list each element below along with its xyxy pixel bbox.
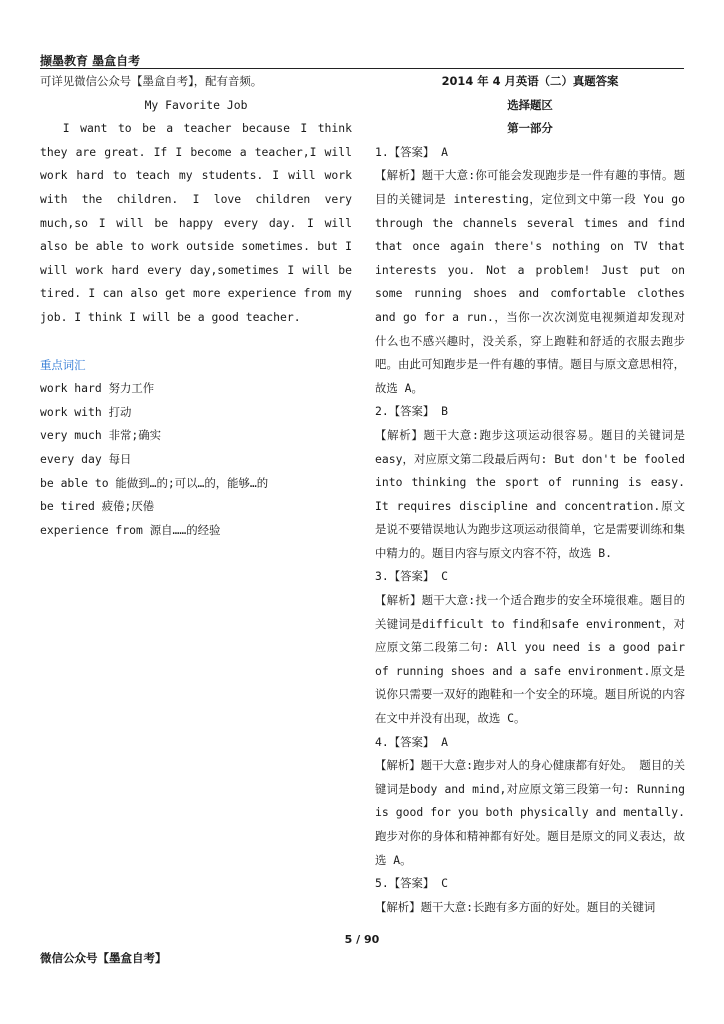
section-heading: 选择题区: [507, 97, 553, 112]
answer-line: 1.【答案】 A: [375, 144, 448, 159]
analysis-paragraph: 【解析】题干大意:你可能会发现跑步是一件有趣的事情。题目的关键词是 interesting，定位到文中第一段 You go through the channels several times and find that once again there's nothing on TV that interests you. Not a problem! Just put on some running shoes and comfortable clothes and go for a run.，当你一次次浏览电视频道却发现对什么也不感兴趣时，没关系，穿上跑鞋和舒适的衣服去跑步吧。由此可知跑步是一件有趣的事情。题目与原文意思相符，故选 A。: [375, 168, 685, 395]
answer-line: 2.【答案】 B: [375, 404, 448, 419]
essay-paragraph: I want to be a teacher because I think they are great. If I become a teacher,I will work hard to teach my students. I will work with the children. I love children very much,so I will be happy every day. I will also be able to work outside sometimes. but I will work hard every day,sometimes I will be tired. I can also get more experience from my job. I think I will be a good teacher.: [40, 121, 352, 324]
analysis-paragraph: 【解析】题干大意:找一个适合跑步的安全环境很难。题目的关键词是difficult to find和safe environment，对应原文第二段第二句: All you need is a good pair of running shoes and a safe environment.原文是说你只需要一双好的跑鞋和一个安全的环境。题目所说的内容在文中并没有出现，故选 C。: [375, 593, 685, 726]
vocab-item: work hard 努力工作: [40, 381, 155, 396]
essay-title: My Favorite Job: [144, 97, 248, 112]
header-title: 撷墨教育 墨盒自考: [40, 54, 141, 68]
answer-line: 3.【答案】 C: [375, 569, 448, 584]
page-number: 5 / 90: [344, 933, 380, 946]
analysis-paragraph: 【解析】题干大意:长跑有多方面的好处。题目的关键词: [375, 899, 656, 914]
spacer: [40, 330, 352, 354]
part-heading: 第一部分: [507, 121, 553, 136]
analysis-paragraph: 【解析】题干大意:跑步这项运动很容易。题目的关键词是 easy，对应原文第二段最后两句: But don't be fooled into thinking the sport of running is easy. It requires discipline and concentration.原文是说不要错误地认为跑步这项运动很简单，它是需要训练和集中精力的。题目内容与原文内容不符，故选 B.: [375, 427, 685, 560]
vocab-item: be tired 疲倦;厌倦: [40, 499, 155, 514]
intro-text: 可详见微信公众号【墨盒自考】，配有音频。: [40, 74, 263, 88]
right-column: [375, 70, 685, 919]
vocab-item: work with 打动: [40, 404, 132, 419]
footer-text: 微信公众号【墨盒自考】: [40, 951, 167, 965]
vocab-item: very much 非常;确实: [40, 428, 161, 443]
vocab-item: experience from 源自……的经验: [40, 522, 221, 537]
header-divider: [40, 68, 684, 69]
analysis-paragraph: 【解析】题干大意:跑步对人的身心健康都有好处。 题目的关键词是body and mind,对应原文第三段第一句: Running is good for you both physically and mentally. 跑步对你的身体和精神都有好处。题目是原文的同义表达，故选 A。: [375, 758, 685, 867]
answers-title: 2014 年 4 月英语（二）真题答案: [441, 74, 619, 88]
vocab-heading: 重点词汇: [40, 357, 86, 372]
vocab-item: be able to 能做到…的;可以…的，能够…的: [40, 475, 269, 490]
answer-line: 5.【答案】 C: [375, 876, 448, 891]
left-column: [40, 70, 352, 542]
vocab-item: every day 每日: [40, 451, 132, 466]
answer-line: 4.【答案】 A: [375, 734, 448, 749]
